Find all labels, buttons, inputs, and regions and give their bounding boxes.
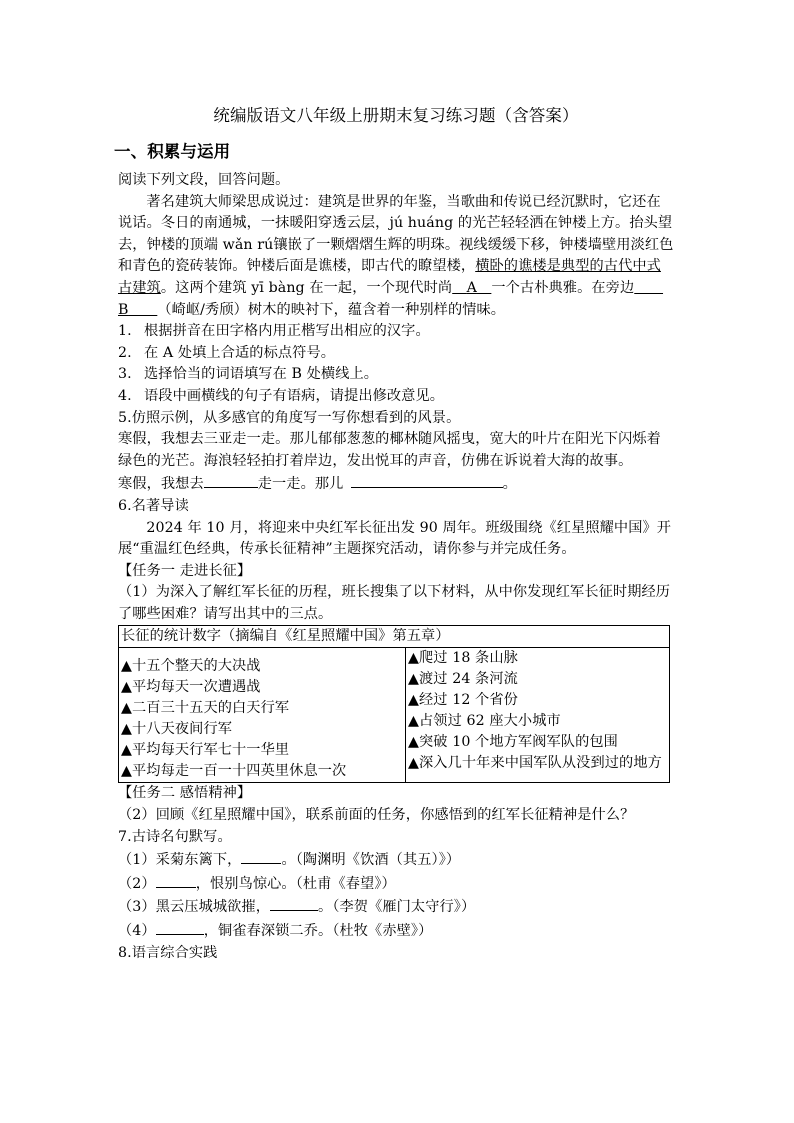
passage-text-1: 著名建筑大师梁思成说过：建筑是世界的年鉴，当歌曲和传说已经沉默时，它还在说话。冬日的南通城，一抹暖阳穿透云层，jú huáng 的光芒轻轻洒在钟楼上方。抬头望去，钟楼的顶端 wǎn rú镶嵌了一颗熠熠生辉的明珠。视线缓缓下移，钟楼墙壁用淡红色和青色的瓷砖装饰。钟楼后面是谯楼，即古代的瞭望楼， bbox=[118, 193, 674, 275]
question-5-fill bbox=[118, 472, 674, 496]
passage-text-2: 。这两个建筑 yī bàng 在一起，一个现代时尚 bbox=[160, 279, 453, 296]
question-number: 2. bbox=[118, 344, 132, 361]
question-text: 根据拼音在田字格内用正楷写出相应的汉字。 bbox=[144, 323, 430, 340]
question-5-example: 寒假，我想去三亚走一走。那儿郁郁葱葱的椰林随风摇曳，宽大的叶片在阳光下闪烁着绿色的光芒。海浪轻轻拍打着岸边，发出悦耳的声音，仿佛在诉说着大海的故事。 bbox=[118, 431, 661, 469]
list-item: ▲占领过 62 座大小城市 bbox=[408, 713, 561, 730]
list-item: ▲平均每走一百一十四英里休息一次 bbox=[121, 763, 347, 780]
blank-b-label: B bbox=[118, 301, 129, 318]
question-5-prompt: 5.仿照示例，从多感官的角度写一写你想看到的风景。 bbox=[118, 409, 461, 426]
question-1 bbox=[118, 321, 674, 343]
table-body-row bbox=[119, 648, 670, 783]
list-item: ▲渡过 24 条河流 bbox=[408, 671, 518, 688]
list-item: ▲十八天夜间行军 bbox=[121, 721, 233, 738]
document-title: 统编版语文八年级上册期末复习练习题（含答案） bbox=[213, 106, 579, 125]
table-right-column bbox=[406, 648, 670, 783]
list-item: ▲平均每天行军七十一华里 bbox=[121, 742, 290, 759]
poem-line-4 bbox=[118, 919, 674, 943]
list-item: ▲经过 12 个省份 bbox=[408, 692, 518, 709]
underlined-sentence: 横卧的谯楼是典型的古代中式古建筑 bbox=[118, 258, 661, 296]
poem-line-text: （3）黑云压城城欲摧， bbox=[118, 899, 271, 916]
task-1-question: （1）为深入了解红军长征的历程，班长搜集了以下材料，从中你发现红军长征时期经历了哪些困难？请写出其中的三点。 bbox=[118, 584, 671, 622]
poem-line-text: （2） bbox=[118, 875, 156, 892]
table-header-row bbox=[119, 626, 670, 648]
poem-line-text: （4） bbox=[118, 923, 156, 940]
fill-text-a: 寒假，我想去 bbox=[118, 476, 204, 493]
poem-line-1 bbox=[118, 848, 674, 872]
table-left-column bbox=[119, 648, 406, 783]
poem-line-3 bbox=[118, 895, 674, 919]
task-2-question: （2）回顾《红星照耀中国》，联系前面的任务，你感悟到的红军长征精神是什么？ bbox=[118, 807, 635, 824]
document-page bbox=[114, 100, 674, 964]
question-number: 3. bbox=[118, 366, 132, 383]
list-item: ▲深入几十年来中国军队从没到过的地方 bbox=[408, 755, 662, 772]
question-3 bbox=[118, 364, 674, 386]
list-item: ▲二百三十五天的白天行军 bbox=[121, 700, 290, 717]
poem-blank-2[interactable] bbox=[156, 872, 196, 888]
poem-line-text: 。（陶渊明《饮酒（其五）》） bbox=[281, 852, 461, 869]
poem-line-2 bbox=[118, 872, 674, 896]
statistics-table bbox=[118, 625, 670, 783]
list-item: ▲爬过 18 条山脉 bbox=[408, 650, 518, 667]
table-title: 长征的统计数字（摘编自《红星照耀中国》第五章） bbox=[119, 626, 670, 648]
blank-a[interactable] bbox=[452, 280, 491, 296]
list-item: ▲十五个整天的大决战 bbox=[121, 658, 261, 675]
question-number: 4. bbox=[118, 387, 132, 404]
poem-line-text: ，恨别鸟惊心。（杜甫《春望》） bbox=[195, 875, 396, 892]
task-2-heading: 【任务二 感悟精神】 bbox=[118, 785, 252, 802]
question-7-heading: 7.古诗名句默写。 bbox=[118, 828, 232, 845]
passage-text-4: （崎岖/秀颀）树木的映衬下，蕴含着一种别样的情味。 bbox=[157, 301, 506, 318]
poem-blank-1[interactable] bbox=[241, 848, 281, 864]
poem-blank-3[interactable] bbox=[270, 895, 318, 911]
question-2 bbox=[118, 343, 674, 365]
reading-passage bbox=[118, 192, 674, 322]
poem-line-text: 。（李贺《雁门太守行》） bbox=[318, 899, 476, 916]
list-item: ▲突破 10 个地方军阀军队的包围 bbox=[408, 734, 618, 751]
blank-a-label: A bbox=[466, 279, 477, 296]
question-text: 语段中画横线的句子有语病，请提出修改意见。 bbox=[144, 387, 445, 404]
reading-instruction: 阅读下列文段，回答问题。 bbox=[118, 172, 290, 188]
question-4 bbox=[118, 386, 674, 408]
list-item: ▲平均每天一次遭遇战 bbox=[121, 679, 261, 696]
fill-text-b: 走一走。那儿 bbox=[257, 476, 344, 493]
fill-text-end: 。 bbox=[502, 476, 517, 493]
question-text: 选择恰当的词语填写在 B 处横线上。 bbox=[144, 366, 379, 383]
poem-line-text: ，铜雀春深锁二乔。（杜牧《赤壁》） bbox=[203, 923, 433, 940]
question-number: 1. bbox=[118, 323, 132, 340]
question-8-heading: 8.语言综合实践 bbox=[118, 944, 218, 961]
poem-line-text: （1）采菊东篱下， bbox=[118, 852, 242, 869]
question-6-heading: 6.名著导读 bbox=[118, 497, 189, 514]
place-blank[interactable] bbox=[204, 472, 258, 488]
section-heading: 一、积累与运用 bbox=[114, 142, 231, 161]
task-1-heading: 【任务一 走进长征】 bbox=[118, 562, 252, 579]
question-text: 在 A 处填上合适的标点符号。 bbox=[144, 344, 336, 361]
question-6-intro: 2024 年 10 月，将迎来中央红军长征出发 90 周年。班级围绕《红星照耀中国》开展“重温红色经典，传承长征精神”主题探究活动，请你参与并完成任务。 bbox=[118, 519, 672, 558]
scenery-blank[interactable] bbox=[351, 472, 503, 488]
poem-blank-4[interactable] bbox=[156, 919, 204, 935]
passage-text-3: 一个古朴典雅。在旁边 bbox=[491, 279, 635, 296]
